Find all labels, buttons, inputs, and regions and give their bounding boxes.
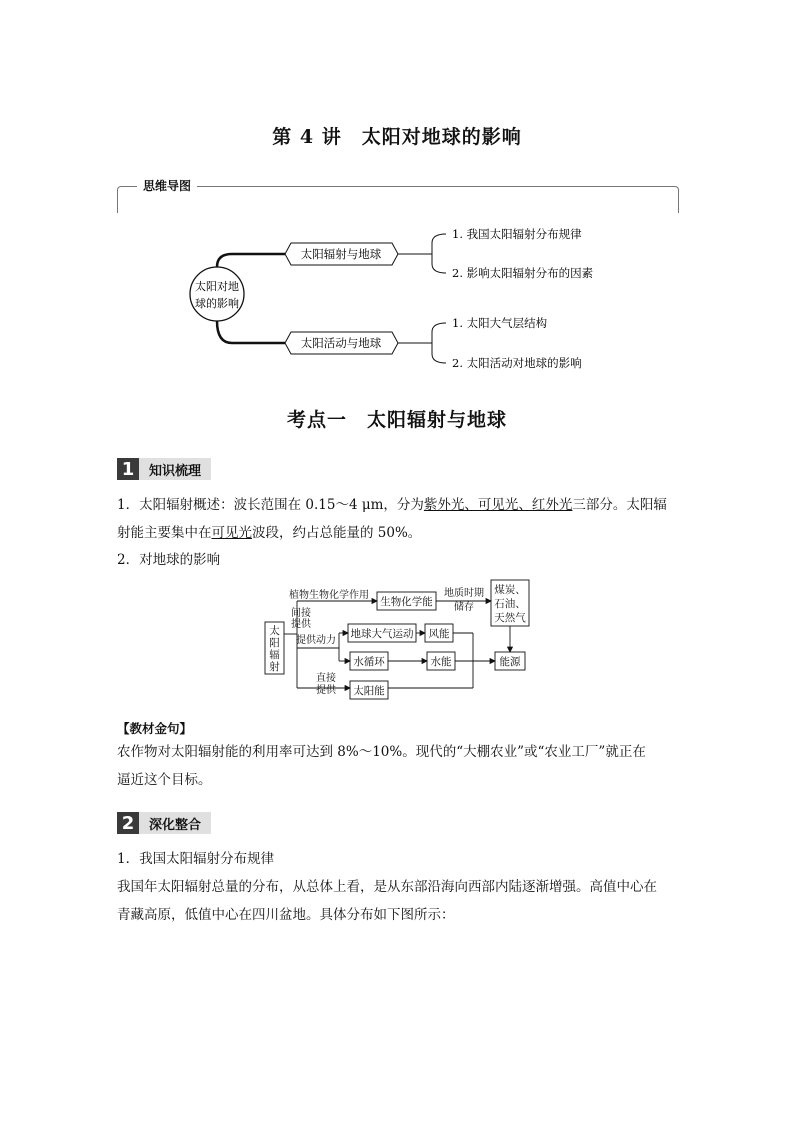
quote-line: 农作物对太阳辐射能的利用率可达到 8%～10%。现代的“大棚农业”或“农业工厂”就正在 [117,744,646,760]
paragraph-overview [117,491,679,547]
badge-label: 知识梳理 [149,463,202,479]
underlined-answer: 可见光 [211,525,252,541]
badge-number: 1 [117,458,139,480]
geo-label: 地质时期 [444,588,484,599]
mind-map [0,215,794,375]
water-cycle-label: 水循环 [353,656,385,668]
mind-map-frame [117,186,679,213]
atmosphere-label: 地球大气运动 [350,628,414,640]
text-run: 射能主要集中在 [117,525,212,541]
page-title: 第 4 讲 太阳对地球的影响 [272,126,522,148]
plant-label: 植物生物化学作用 [289,590,369,601]
mind-map-brace-2 [432,323,446,363]
section-badge-1 [117,458,211,480]
badge-number: 2 [117,812,139,834]
indirect-label: 间接 [291,608,311,619]
energy-flow-diagram [255,576,545,706]
mind-map-center-node [190,267,244,321]
direct-label: 提供 [316,685,336,696]
mind-map-brace-1 [432,234,446,273]
source-char: 阳 [269,637,280,649]
power-label: 提供动力 [296,635,336,646]
bio-energy-label: 生物化学能 [380,596,433,608]
mind-map-label: 思维导图 [137,177,197,194]
text-run: 三部分。太阳辐 [572,497,667,513]
text-run: 1．太阳辐射概述：波长范围在 0.15～4 μm，分为 [117,497,424,513]
paragraph-line: 青藏高原，低值中心在四川盆地。具体分布如下图所示： [117,907,455,923]
direct-label: 直接 [316,673,336,684]
paragraph-impact: 2．对地球的影响 [117,552,221,568]
mind-map-item: 2. 影响太阳辐射分布的因素 [452,266,594,280]
fossil-label: 石油、 [494,598,526,610]
quote-line: 逼近这个目标。 [117,772,212,788]
mind-map-connector-top [217,254,285,267]
text-run: 波段，约占总能量的 50%。 [252,525,422,541]
underlined-answer: 紫外光、可见光、红外光 [423,497,573,513]
source-char: 射 [269,661,280,673]
mind-map-branch-2-label: 太阳活动与地球 [300,336,382,350]
paragraph-distribution [117,873,679,929]
mind-map-item: 1. 太阳大气层结构 [452,316,548,330]
section-badge-2 [117,812,211,834]
source-char: 辐 [269,649,280,661]
section-title: 考点一 太阳辐射与地球 [286,409,507,431]
mind-map-branch-1-label: 太阳辐射与地球 [300,247,382,261]
quote-text [117,738,679,794]
mind-map-center-line1: 太阳对地 [195,280,239,293]
mind-map-connector-bottom [217,321,285,343]
solar-label: 太阳能 [353,685,385,697]
geo-label: 储存 [454,602,474,613]
mind-map-item: 1. 我国太阳辐射分布规律 [452,227,582,241]
hydro-label: 水能 [430,656,452,668]
energy-label: 能源 [499,656,521,668]
quote-heading: 【教材金句】 [117,721,193,736]
indirect-label: 提供 [291,619,311,630]
subheading-distribution: 1．我国太阳辐射分布规律 [117,851,275,867]
source-char: 太 [269,625,280,637]
fossil-label: 天然气 [494,612,526,624]
paragraph-line: 我国年太阳辐射总量的分布，从总体上看，是从东部沿海向西部内陆逐渐增强。高值中心在 [117,879,657,895]
mind-map-center-line2: 球的影响 [195,297,239,310]
wind-label: 风能 [428,628,450,640]
fossil-label: 煤炭、 [494,584,526,596]
badge-label: 深化整合 [149,817,202,833]
mind-map-item: 2. 太阳活动对地球的影响 [452,356,582,370]
